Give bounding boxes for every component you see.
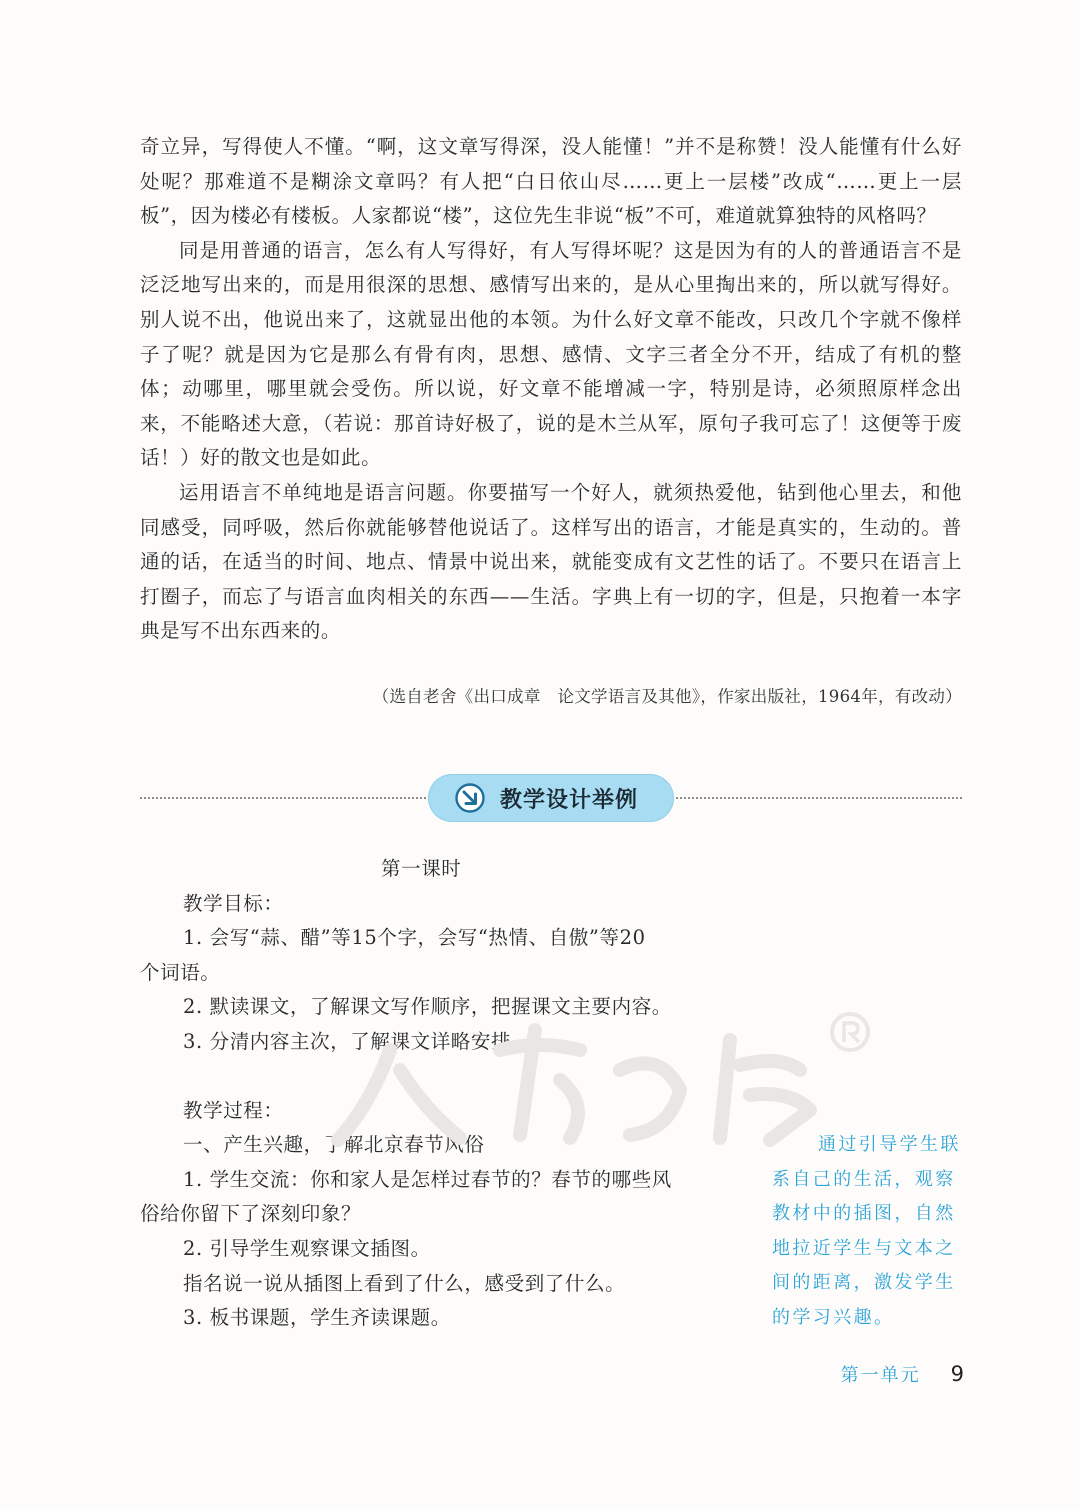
section-banner — [428, 774, 674, 822]
step-1-2-detail: 指名说一说从插图上看到了什么，感受到了什么。 — [183, 1271, 626, 1295]
article-body — [140, 130, 962, 649]
page-footer — [841, 1361, 964, 1387]
section-divider-right — [672, 797, 962, 799]
section-title: 教学设计举例 — [500, 787, 639, 813]
margin-note-line: 的学习兴趣。 — [772, 1306, 895, 1328]
step-1-3: 3. 板书课题，学生齐读课题。 — [183, 1306, 451, 1330]
article-paragraph-1: 奇立异，写得使人不懂。“啊，这文章写得深，没人能懂！”并不是称赞！没人能懂有什么好处呢？那难道不是糊涂文章吗？有人把“白日依山尽……更上一层楼”改成“……更上一层板”，因为楼必有楼板。人家都说“楼”，这位先生非说“板”不可，难道就算独特的风格吗？ — [140, 135, 962, 228]
process-heading: 教学过程： — [183, 1098, 284, 1122]
margin-note-line: 教材中的插图，自然 — [772, 1203, 956, 1225]
margin-note-line: 地拉近学生与文本之 — [772, 1237, 956, 1259]
goal-2: 2. 默读课文，了解课文写作顺序，把握课文主要内容。 — [183, 995, 672, 1019]
margin-note-line: 系自己的生活，观察 — [772, 1168, 956, 1190]
article-paragraph-2: 同是用普通的语言，怎么有人写得好，有人写得坏呢？这是因为有的人的普通语言不是泛泛地写出来的，而是用很深的思想、感情写出来的，是从心里掏出来的，所以就写得好。别人说不出，他说出来了，这就显出他的本领。为什么好文章不能改，只改几个字就不像样子了呢？就是因为它是那么有骨有肉，思想、感情、文字三者全分不开，结成了有机的整体；动哪里，哪里就会受伤。所以说，好文章不能增减一字，特别是诗，必须照原样念出来，不能略述大意，（若说：那首诗好极了，说的是木兰从军，原句子我可忘了！这便等于废话！）好的散文也是如此。 — [140, 238, 962, 470]
step-1-2: 2. 引导学生观察课文插图。 — [183, 1236, 431, 1260]
margin-note-line: 通过引导学生联 — [818, 1134, 961, 1155]
goals-heading: 教学目标： — [183, 891, 284, 915]
arrow-down-right-circle-icon — [454, 782, 486, 814]
article-paragraph-3: 运用语言不单纯地是语言问题。你要描写一个好人，就须热爱他，钻到他心里去，和他同感受，同呼吸，然后你就能够替他说话了。这样写出的语言，才能是真实的，生动的。普通的话，在适当的时间、地点、情景中说出来，就能变成有文艺性的话了。不要只在语言上打圈子，而忘了与语言血肉相关的东西——生活。字典上有一切的字，但是，只抱着一本字典是写不出东西来的。 — [140, 480, 962, 643]
goal-1-line-1: 1. 会写“蒜、醋”等15个字，会写“热情、自傲”等20 — [183, 926, 646, 950]
step-1-1-line-1: 1. 学生交流：你和家人是怎样过春节的？春节的哪些风 — [183, 1167, 672, 1191]
step-1-1-line-2: 俗给你留下了深刻印象？ — [140, 1202, 362, 1226]
lesson-title: 第一课时 — [381, 857, 462, 880]
article-source-citation: （选自老舍《出口成章 论文学语言及其他》，作家出版社，1964年，有改动） — [372, 687, 962, 706]
goal-1-line-2: 个词语。 — [140, 960, 221, 984]
page-number: 9 — [950, 1362, 964, 1386]
margin-note — [772, 1128, 962, 1336]
goal-3: 3. 分清内容主次，了解课文详略安排。 — [183, 1029, 532, 1053]
spacer — [140, 1060, 712, 1094]
step-1-title: 一、产生兴趣，了解北京春节风俗 — [183, 1133, 485, 1157]
teaching-design — [140, 852, 712, 1336]
unit-label: 第一单元 — [840, 1365, 921, 1386]
section-divider-left — [140, 797, 430, 799]
margin-note-line: 间的距离，激发学生 — [772, 1272, 956, 1294]
